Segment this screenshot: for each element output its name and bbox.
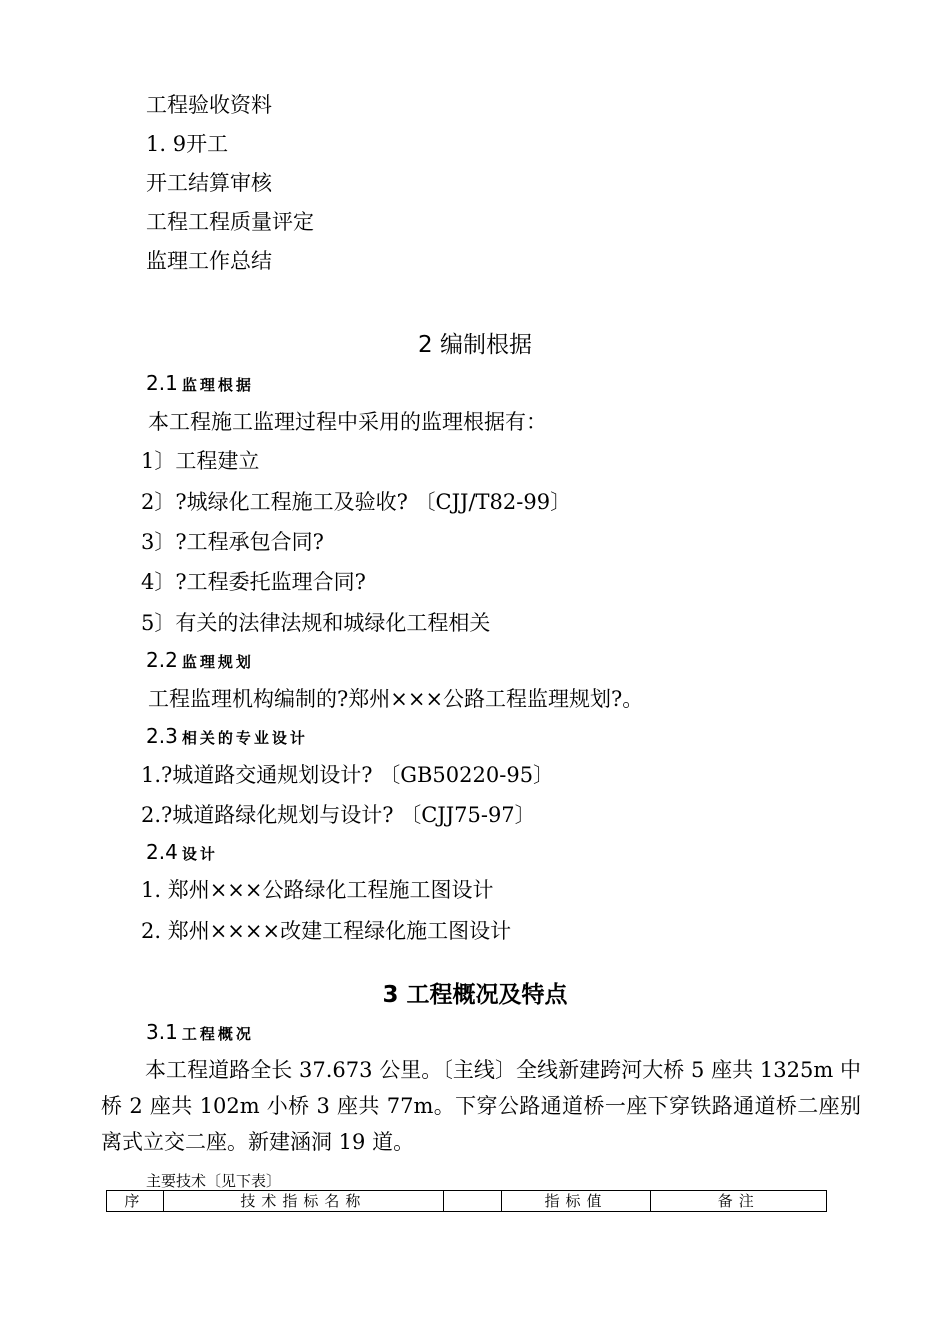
design-spec-item: 1.?城道路交通规划设计? 〔GB50220-95〕 <box>141 763 555 787</box>
top-list-item: 工程工程质量评定 <box>146 210 314 234</box>
section-3-title: 3 工程概况及特点 <box>382 982 568 1008</box>
subsection-number: 2.3 <box>146 724 178 748</box>
col-header-indicator-name: 技术指标名称 <box>163 1191 444 1212</box>
top-list-item: 1. 9开工 <box>146 132 229 156</box>
basis-item: 4〕?工程委托监理合同? <box>141 570 366 594</box>
basis-intro: 本工程施工监理过程中采用的监理根据有： <box>148 410 547 434</box>
subsection-label: 监理规划 <box>181 653 254 671</box>
subsection-label: 相关的专业设计 <box>181 729 308 747</box>
col-header-indicator-value: 指标值 <box>501 1191 651 1212</box>
subsection-3-1-heading <box>146 1020 254 1046</box>
section-2-title: 2 编制根据 <box>418 332 532 358</box>
overview-paragraph: 本工程道路全长 37.673 公里。〔主线〕全线新建跨河大桥 5 座共 1325m 中桥 2 座共 102m 小桥 3 座共 77m。下穿公路通道桥一座下穿铁路通道桥二座别离式立交二座。新建涵洞 19 道。 <box>101 1058 861 1154</box>
planning-text: 工程监理机构编制的?郑州×××公路工程监理规划?。 <box>148 687 644 711</box>
top-list-item: 监理工作总结 <box>146 249 272 273</box>
col-header-blank <box>444 1191 501 1212</box>
subsection-2-2-heading <box>146 648 254 674</box>
table-header-row <box>107 1191 827 1212</box>
basis-item: 2〕?城绿化工程施工及验收? 〔CJJ/T82-99〕 <box>141 490 572 514</box>
subsection-label: 工程概况 <box>181 1025 254 1043</box>
subsection-number: 2.4 <box>146 840 178 864</box>
subsection-2-1-heading <box>146 371 254 397</box>
basis-item: 1〕工程建立 <box>141 449 260 473</box>
subsection-label: 设计 <box>181 845 218 863</box>
subsection-number: 2.2 <box>146 648 178 672</box>
tech-indicator-table <box>106 1190 827 1212</box>
design-item: 1. 郑州×××公路绿化工程施工图设计 <box>141 878 494 902</box>
subsection-number: 2.1 <box>146 371 178 395</box>
subsection-number: 3.1 <box>146 1020 178 1044</box>
basis-item: 5〕有关的法律法规和城绿化工程相关 <box>141 611 491 635</box>
basis-item: 3〕?工程承包合同? <box>141 530 324 554</box>
col-header-index: 序 <box>107 1191 164 1212</box>
design-item: 2. 郑州××××改建工程绿化施工图设计 <box>141 919 512 943</box>
subsection-2-3-heading <box>146 724 308 750</box>
top-list-item: 工程验收资料 <box>146 93 272 117</box>
design-spec-item: 2.?城道路绿化规划与设计? 〔CJJ75-97〕 <box>141 803 536 827</box>
top-list-item: 开工结算审核 <box>146 171 272 195</box>
table-caption: 主要技术〔见下表〕 <box>146 1172 282 1190</box>
subsection-2-4-heading <box>146 840 218 866</box>
subsection-label: 监理根据 <box>181 376 254 394</box>
col-header-remarks: 备注 <box>651 1191 827 1212</box>
